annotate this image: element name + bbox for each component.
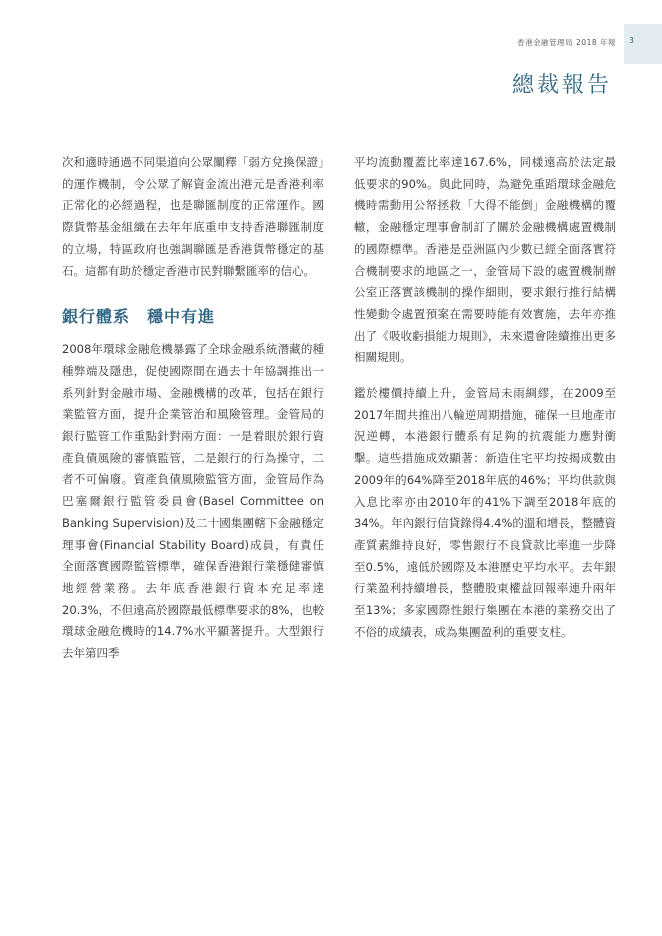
left-paragraph-1: 次和適時通過不同渠道向公眾闡釋「弱方兌換保證」的運作機制，令公眾了解資金流出港元是香港利率正常化的必經過程，也是聯匯制度的正常運作。國際貨幣基金組織在去年年底重申支持香港聯匯制度的立場，特區政府也強調聯匯是香港貨幣穩定的基石。這都有助於穩定香港市民對聯繫匯率的信心。: [62, 155, 324, 278]
right-paragraph-2: 鑑於樓價持續上升，金管局未雨綢繆，在2009至2017年間共推出八輪逆周期措施，確保一旦地產市況逆轉，本港銀行體系有足夠的抗震能力應對衝擊。這些措施成效顯著：新造住宅平均按揭成數由2009年的64%降至2018年底的46%；平均供款與入息比率亦由2010年的41%下調至2018年底的34%。年內銀行信貸錄得4.4%的溫和增長，整體資產質素維持良好，零售銀行不良貸款比率進一步降至0.5%，遠低於國際及本港歷史平均水平。去年銀行業盈利持續增長，整體股東權益回報率連升兩年至13%；多家國際性銀行集團在本港的業務交出了不俗的成績表，成為集團盈利的重要支柱。: [354, 386, 616, 639]
page-number: 3: [628, 36, 634, 45]
banking-section-heading: 銀行體系 穩中有進: [62, 307, 216, 327]
right-paragraph-1: 平均流動覆蓋比率達167.6%，同樣遠高於法定最低要求的90%。與此同時，為避免重蹈環球金融危機時需動用公帑拯救「大得不能倒」金融機構的覆轍，金融穩定理事會制訂了關於金融機構處置機制的國際標準。香港是亞洲區內少數已經全面落實符合機制要求的地區之一，金管局下設的處置機制辦公室正落實該機制的操作細則，要求銀行推行結構性變動令處置預案在需要時能有效實施，去年亦推出了《吸收虧損能力規則》，未來還會陸續推出更多相關規則。: [354, 155, 616, 365]
right-column: [354, 152, 616, 657]
section-title: 總裁報告: [511, 73, 612, 98]
report-title: 香港金融管理局 2018 年報: [517, 38, 616, 47]
left-paragraph-2: 2008年環球金融危機暴露了全球金融系統潛藏的種種弊端及隱患，促使國際間在過去十年協調推出一系列針對金融市場、金融機構的改革，包括在銀行業監管方面，提升企業管治和風險管理。金管局的銀行監管工作重點針對兩方面：一是着眼於銀行資產負債風險的審慎監管，二是銀行的行為操守，二者不可偏廢。資產負債風險監管方面，金管局作為巴塞爾銀行監管委員會(Basel Committee on Banking Supervision)及二十國集團轄下金融穩定理事會(Financial Stability Board)成員，有責任全面落實國際監管標準，確保香港銀行業穩健審慎地經營業務。去年底香港銀行資本充足率達20.3%，不但遠高於國際最低標準要求的8%，也較環球金融危機時的14.7%水平顯著提升。大型銀行去年第四季: [62, 342, 324, 661]
left-column: [62, 152, 324, 679]
